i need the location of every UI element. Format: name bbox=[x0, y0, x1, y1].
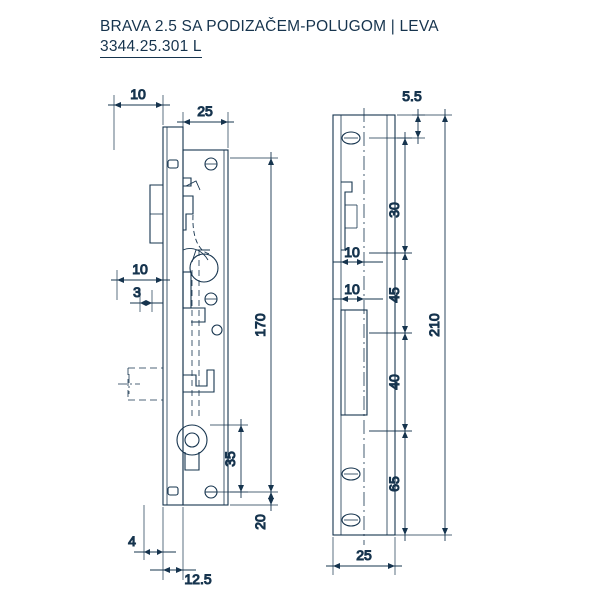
dim-label-left-3: 3 bbox=[133, 284, 141, 300]
lever-a bbox=[183, 272, 191, 308]
dim-label-side-10-lower: 10 bbox=[344, 281, 360, 297]
hook-curve bbox=[193, 215, 210, 254]
dim-label-top-25: 25 bbox=[197, 103, 213, 119]
faceplate-slot-bottom bbox=[168, 487, 178, 495]
dim-label-35: 35 bbox=[222, 451, 238, 467]
latch-detail-b bbox=[183, 196, 193, 230]
dim-label-40: 40 bbox=[386, 374, 402, 390]
lower-hook-outline bbox=[183, 370, 214, 392]
pin-circle bbox=[212, 325, 222, 335]
dim-label-top-10: 10 bbox=[130, 86, 146, 102]
dim-label-side-10-upper: 10 bbox=[344, 244, 360, 260]
dim-label-65: 65 bbox=[386, 476, 402, 492]
cylinder-circle bbox=[177, 425, 207, 455]
side-slot-upper bbox=[341, 182, 352, 250]
drawing-code: 3344.25.301 L bbox=[100, 38, 202, 58]
roller-circle bbox=[190, 254, 218, 282]
latch-detail-a bbox=[183, 178, 191, 186]
faceplate-slot-top bbox=[168, 160, 178, 168]
dim-label-30: 30 bbox=[386, 202, 402, 218]
dim-label-55: 5.5 bbox=[402, 88, 422, 104]
cylinder-inner bbox=[185, 433, 199, 447]
dim-label-170: 170 bbox=[252, 313, 268, 337]
dim-label-20: 20 bbox=[252, 514, 268, 530]
drawing-title: BRAVA 2.5 SA PODIZAČEM-POLUGOM | LEVA bbox=[100, 18, 439, 35]
dim-label-4: 4 bbox=[128, 533, 136, 549]
dim-label-210: 210 bbox=[426, 313, 442, 337]
lever-b bbox=[191, 308, 205, 322]
dim-label-side-25: 25 bbox=[356, 547, 372, 563]
dim-label-left-10: 10 bbox=[132, 261, 148, 277]
dim-label-125: 12.5 bbox=[184, 571, 212, 587]
dim-label-45: 45 bbox=[386, 287, 402, 303]
